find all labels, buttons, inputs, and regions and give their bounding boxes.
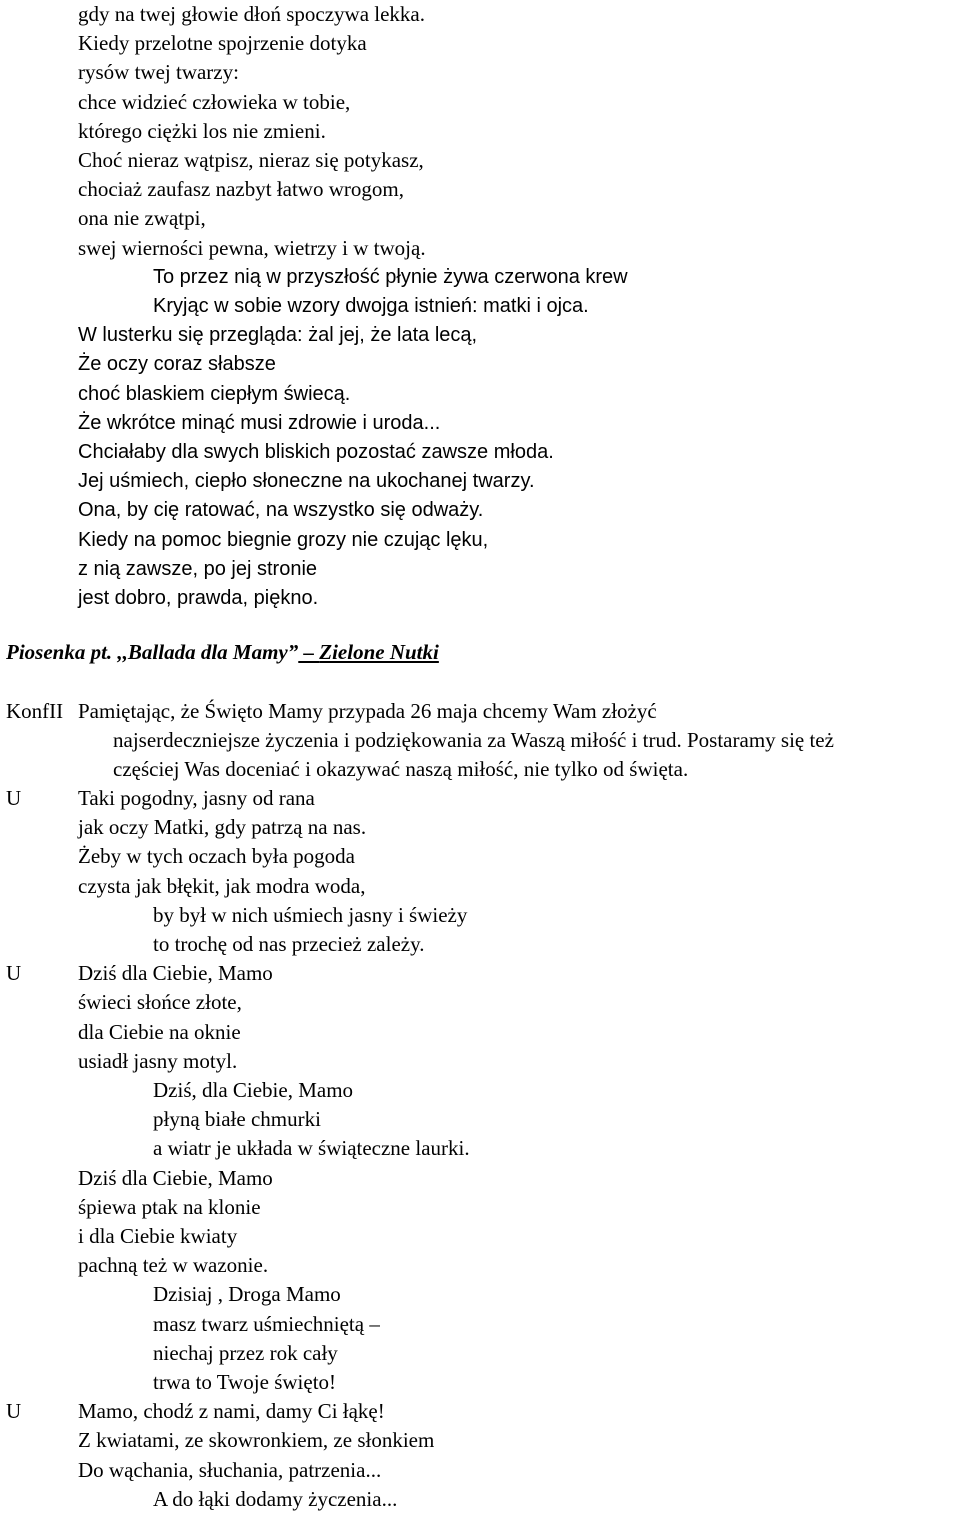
song-line: masz twarz uśmiechniętą – [153, 1312, 380, 1336]
poem-line: W lusterku się przegląda: żal jej, że lata lecą, [78, 324, 478, 346]
poem-line: swej wierności pewna, wietrzy i w twoją. [78, 236, 426, 260]
poem-line: chce widzieć człowieka w tobie, [78, 90, 351, 114]
song-line: usiadł jasny motyl. [78, 1049, 238, 1073]
song-line: Dziś dla Ciebie, Mamo [78, 961, 273, 985]
konf-line: częściej Was doceniać i okazywać naszą miłość, nie tylko od święta. [113, 757, 689, 781]
poem-line: ona nie zwątpi, [78, 206, 206, 230]
song-line: Z kwiatami, ze skowronkiem, ze słonkiem [78, 1428, 435, 1452]
poem-line: Chciałaby dla swych bliskich pozostać zawsze młoda. [78, 441, 554, 463]
heading-dash: – [298, 640, 320, 664]
poem-line: jest dobro, prawda, piękno. [78, 587, 319, 609]
poem-line: Kiedy przelotne spojrzenie dotyka [78, 31, 367, 55]
poem-line: Ona, by cię ratować, na wszystko się odważy. [78, 499, 484, 521]
verse-marker: U [6, 786, 22, 810]
konf-label: KonfII [6, 699, 64, 723]
poem-line: chociaż zaufasz nazbyt łatwo wrogom, [78, 177, 404, 201]
song-line: płyną białe chmurki [153, 1107, 321, 1131]
song-line: a wiatr je układa w świąteczne laurki. [153, 1136, 470, 1160]
poem-line: Jej uśmiech, ciepło słoneczne na ukochanej twarzy. [78, 470, 535, 492]
song-line: czysta jak błękit, jak modra woda, [78, 874, 366, 898]
song-line: Taki pogodny, jasny od rana [78, 786, 315, 810]
song-line: świeci słońce złote, [78, 990, 242, 1014]
song-line: niechaj przez rok cały [153, 1341, 338, 1365]
song-line: Do wąchania, słuchania, patrzenia... [78, 1458, 382, 1482]
poem-line: choć blaskiem ciepłym świecą. [78, 383, 351, 405]
song-line: to trochę od nas przecież zależy. [153, 932, 425, 956]
poem-line: którego ciężki los nie zmieni. [78, 119, 326, 143]
song-line: by był w nich uśmiech jasny i świeży [153, 903, 468, 927]
song-line: Dziś, dla Ciebie, Mamo [153, 1078, 354, 1102]
song-line: trwa to Twoje święto! [153, 1370, 337, 1394]
song-heading [6, 637, 439, 667]
poem-line: gdy na twej głowie dłoń spoczywa lekka. [78, 2, 425, 26]
verse-marker: U [6, 961, 22, 985]
song-line: Mamo, chodź z nami, damy Ci łąkę! [78, 1399, 385, 1423]
song-line: A do łąki dodamy życzenia... [153, 1487, 398, 1511]
poem-line: Kiedy na pomoc biegnie grozy nie czując lęku, [78, 529, 489, 551]
song-line: jak oczy Matki, gdy patrzą na nas. [78, 815, 367, 839]
poem-line: rysów twej twarzy: [78, 60, 239, 84]
poem-line: Że oczy coraz słabsze [78, 353, 276, 375]
song-line: Żeby w tych oczach była pogoda [78, 844, 355, 868]
song-line: i dla Ciebie kwiaty [78, 1224, 238, 1248]
poem-line: Choć nieraz wątpisz, nieraz się potykasz, [78, 148, 424, 172]
song-line: Dzisiaj , Droga Mamo [153, 1282, 341, 1306]
poem-line: Że wkrótce minąć musi zdrowie i uroda... [78, 412, 441, 434]
poem-line: Kryjąc w sobie wzory dwojga istnień: matki i ojca. [153, 295, 589, 317]
konf-line: Pamiętając, że Święto Mamy przypada 26 maja chcemy Wam złożyć [78, 699, 657, 723]
poem-line: z nią zawsze, po jej stronie [78, 558, 318, 580]
band-name: Zielone Nutki [319, 640, 439, 664]
poem-line: To przez nią w przyszłość płynie żywa czerwona krew [153, 266, 628, 288]
konf-line: najserdeczniejsze życzenia i podziękowania za Waszą miłość i trud. Postaramy się też [113, 728, 834, 752]
song-line: dla Ciebie na oknie [78, 1020, 241, 1044]
song-title: Piosenka pt. ,,Ballada dla Mamy” [6, 640, 299, 664]
song-line: pachną też w wazonie. [78, 1253, 269, 1277]
song-line: śpiewa ptak na klonie [78, 1195, 261, 1219]
song-line: Dziś dla Ciebie, Mamo [78, 1166, 273, 1190]
verse-marker: U [6, 1399, 22, 1423]
